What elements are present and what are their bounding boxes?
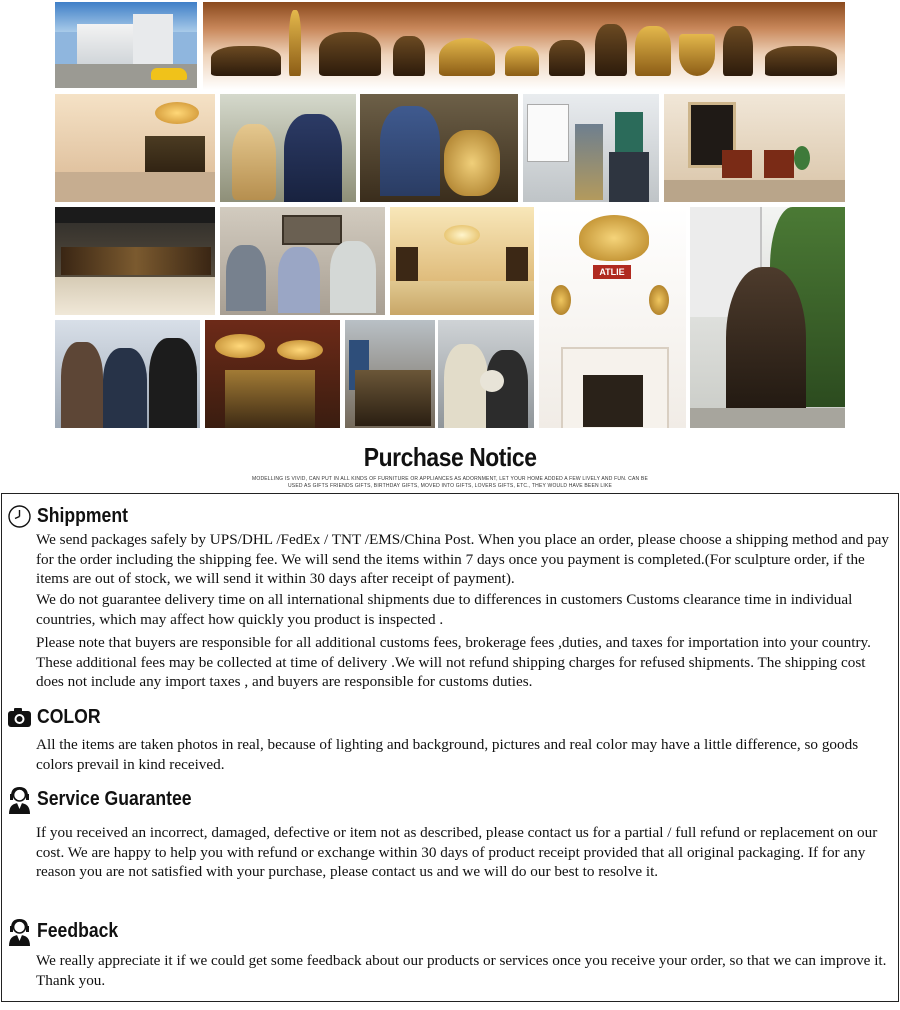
- camera-icon: [7, 705, 32, 730]
- photo-collage: [0, 0, 900, 440]
- shipment-paragraph-2: We do not guarantee delivery time on all international shipments due to differences in customers Customs clearance time in individual countries, which may affect how quickly you product is inspected .: [36, 591, 853, 628]
- shipment-paragraph-1: We send packages safely by UPS/DHL /FedEx / TNT /EMS/China Post. When you place an order, please choose a shipping method and pay for the order including the shipping fee. We will send the items within 7 days once you payment is completed.(For sculpture order, if the items are out of stock, we will send it within 30 days after receipt of payment).: [36, 531, 890, 587]
- subtitle-line-1: MODELLING IS VIVID, CAN PUT IN ALL KINDS OF FURNITURE OR APPLIANCES AS ADORNMENT, LET YOUR HOME ADDED A FEW LIVELY AND FUN. CAN BE: [252, 476, 648, 482]
- sculptor-working-photo: [220, 94, 356, 202]
- showroom-photo: [55, 94, 215, 202]
- notice-box: [1, 493, 899, 1002]
- service-guarantee-paragraph: If you received an incorrect, damaged, defective or item not as described, please contact us for a partial / full refund or replacement on our cost. We are happy to help you with refund or exchange within 30 days of product receipt provided that all original packaging. If for any reason you are not satisfied with your purchase, please contact us and we will do our best to resolve it.: [36, 824, 878, 880]
- clock-icon: [7, 504, 32, 529]
- training-room-photo: [523, 94, 659, 202]
- service-guarantee-title: Service Guarantee: [37, 788, 192, 810]
- bronze-casting-photo: [360, 94, 518, 202]
- shipment-header: [7, 504, 140, 529]
- factory-building-photo: [55, 2, 197, 88]
- shipment-title: Shippment: [37, 505, 128, 527]
- support-agent-icon: [7, 919, 32, 944]
- interior-display-photo: [664, 94, 845, 202]
- shipment-paragraph-3: Please note that buyers are responsible for all additional customs fees, brokerage fees ,duties, and taxes for importation into your country. These additional fees may be collected at time of delivery .We will not refund shipping charges for refused shipments. The shipping cost does not include any import taxes , and buyers are responsible for customs duties.: [36, 634, 871, 690]
- page-title: Purchase Notice: [363, 442, 537, 472]
- subtitle-block: [0, 476, 900, 490]
- feedback-header: [7, 919, 129, 944]
- warehouse-display-photo: [55, 207, 215, 315]
- sculpture-products-banner: [203, 2, 845, 90]
- color-title: COLOR: [37, 706, 101, 728]
- garden-fountain-photo: [690, 207, 845, 428]
- color-paragraph: All the items are taken photos in real, because of lighting and background, pictures and real color may have a little difference, so goods colors prevail in kind received.: [36, 736, 859, 773]
- inspection-photo: [438, 320, 534, 428]
- feedback-paragraph: We really appreciate it if we could get some feedback about our products or services once you receive your order, so that we can improve it. Thank you.: [36, 952, 887, 989]
- factory-workshop-photo: [345, 320, 435, 428]
- service-guarantee-header: [7, 787, 213, 812]
- fireplace-chandelier-photo: [539, 207, 686, 428]
- meeting-photo: [220, 207, 385, 315]
- showroom-sculptures-photo: [205, 320, 340, 428]
- brand-watermark: ATLIE: [593, 265, 631, 279]
- subtitle-line-2: USED AS GIFTS FRIENDS GIFTS, BIRTHDAY GIFTS, MOVED INTO GIFTS, LOVERS GIFTS, ETC., THEY WOULD HAVE BEEN LIKE: [287, 483, 613, 489]
- handshake-photo: [55, 320, 200, 428]
- color-header: [7, 705, 109, 730]
- gallery-hall-photo: [390, 207, 534, 315]
- feedback-title: Feedback: [37, 920, 119, 942]
- title-block: [0, 442, 900, 473]
- support-agent-icon: [7, 787, 32, 812]
